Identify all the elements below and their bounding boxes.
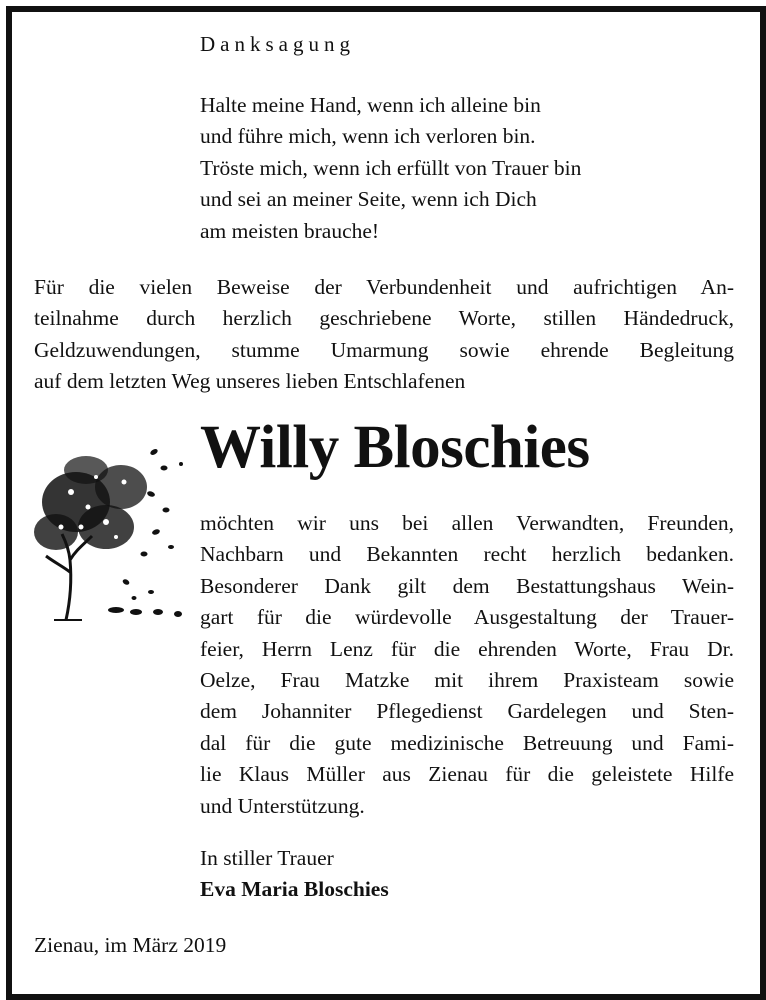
poem-line: und sei an meiner Seite, wenn ich Dich <box>200 187 537 212</box>
signer-name: Eva Maria Bloschies <box>200 877 389 902</box>
body-line: lie Klaus Müller aus Zienau für die geleistete Hilfe <box>200 762 734 787</box>
body-line: gart für die würdevolle Ausgestaltung der Trauer- <box>200 605 734 630</box>
place-date: Zienau, im März 2019 <box>34 933 227 957</box>
poem-line: und führe mich, wenn ich verloren bin. <box>200 124 536 149</box>
body-line: Oelze, Frau Matzke mit ihrem Praxisteam sowie <box>200 668 734 693</box>
body-line: dem Johanniter Pflegedienst Gardelegen und Sten- <box>200 699 734 724</box>
closing-text: In stiller Trauer <box>200 846 334 870</box>
thanks-paragraph <box>200 508 734 822</box>
body-line: Nachbarn und Bekannten recht herzlich bedanken. <box>200 542 734 567</box>
poem-line: Halte meine Hand, wenn ich alleine bin <box>200 93 541 117</box>
poem-line: Tröste mich, wenn ich erfüllt von Trauer bin <box>200 155 582 180</box>
poem-line: am meisten brauche! <box>200 218 380 243</box>
poem <box>200 90 581 247</box>
intro-line: Geldzuwendungen, stumme Umarmung sowie ehrende Begleitung <box>34 337 734 362</box>
deceased-name: Willy Bloschies <box>200 414 590 481</box>
intro-line: Für die vielen Beweise der Verbundenheit und aufrichtigen An- <box>34 275 734 299</box>
tree-with-falling-leaves-icon <box>26 432 196 622</box>
body-line: feier, Herrn Lenz für die ehrenden Worte, Frau Dr. <box>200 636 734 661</box>
closing-block <box>200 843 389 906</box>
intro-line: teilnahme durch herzlich geschriebene Worte, stillen Händedruck, <box>34 306 734 331</box>
notice-heading: Danksagung <box>200 32 355 56</box>
body-line: Besonderer Dank gilt dem Bestattungshaus Wein- <box>200 573 734 598</box>
body-line: und Unterstützung. <box>200 793 365 818</box>
intro-paragraph <box>34 272 734 398</box>
body-line: dal für die gute medizinische Betreuung und Fami- <box>200 730 734 755</box>
body-line: möchten wir uns bei allen Verwandten, Freunden, <box>200 511 734 535</box>
intro-line: auf dem letzten Weg unseres lieben Entschlafenen <box>34 369 466 394</box>
